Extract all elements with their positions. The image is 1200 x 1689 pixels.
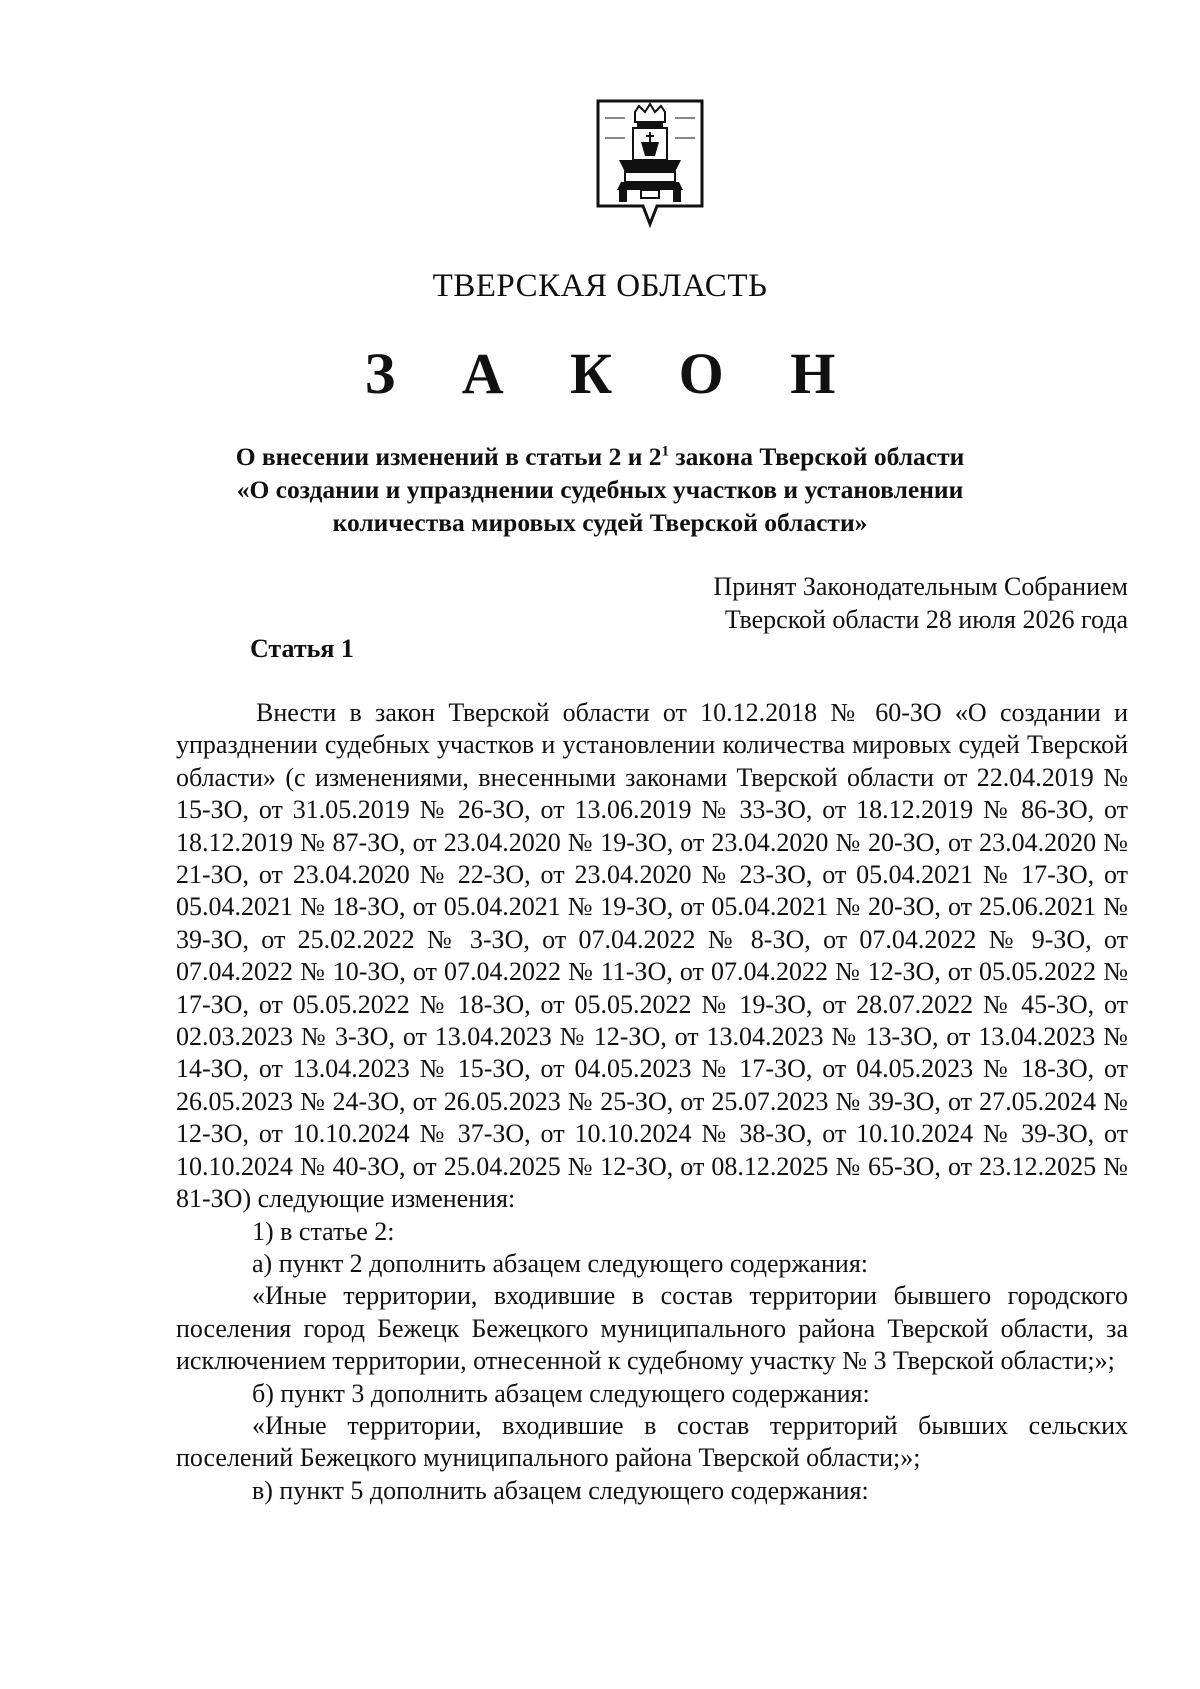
paragraph: «Иные территории, входившие в состав территории бывшего городского поселения город Бежецк Бежецкого муниципального района Тверской области, за исключением территории, отнесенной к судебному участку № 3 Тверской области;»; bbox=[176, 1281, 1128, 1376]
adoption-note bbox=[713, 570, 1128, 636]
title-superscript: 1 bbox=[661, 443, 670, 460]
region-name: ТВЕРСКАЯ ОБЛАСТЬ bbox=[432, 268, 768, 304]
paragraph: в) пункт 5 дополнить абзацем следующего содержания: bbox=[252, 1475, 869, 1505]
paragraph: 1) в статье 2: bbox=[252, 1216, 395, 1246]
document-title bbox=[200, 440, 1000, 539]
title-line-3: количества мировых судей Тверской области» bbox=[332, 508, 868, 537]
paragraph: а) пункт 2 дополнить абзацем следующего содержания: bbox=[252, 1248, 869, 1278]
document-type: З А К О Н bbox=[364, 341, 862, 406]
title-line-1-end: закона Тверской области bbox=[669, 442, 965, 471]
paragraph: «Иные территории, входившие в состав территорий бывших сельских поселений Бежецкого муниципального района Тверской области;»; bbox=[176, 1410, 1128, 1473]
article-body bbox=[176, 697, 1128, 1507]
adoption-line-2: Тверской области 28 июля 2026 года bbox=[724, 605, 1128, 634]
article-heading: Статья 1 bbox=[250, 634, 354, 663]
adoption-line-1: Принят Законодательным Собранием bbox=[713, 572, 1128, 601]
title-line-1 bbox=[200, 440, 1000, 473]
title-line-2: «О создании и упразднении судебных участков и установлении bbox=[236, 475, 964, 504]
title-line-1-start: О внесении изменений в статьи 2 и 2 bbox=[235, 442, 662, 471]
paragraph: Внести в закон Тверской области от 10.12.2018 № 60-ЗО «О создании и упразднении судебных участков и установлении количества мировых судей Тверской области» (с изменениями, внесенными законами Тверской области от 22.04.2019 № 15-ЗО, от 31.05.2019 № 26-ЗО, от 13.06.2019 № 33-ЗО, от 18.12.2019 № 86-ЗО, от 18.12.2019 № 87-ЗО, от 23.04.2020 № 19-ЗО, от 23.04.2020 № 20-ЗО, от 23.04.2020 № 21-ЗО, от 23.04.2020 № 22-ЗО, от 23.04.2020 № 23-ЗО, от 05.04.2021 № 17-ЗО, от 05.04.2021 № 18-ЗО, от 05.04.2021 № 19-ЗО, от 05.04.2021 № 20-ЗО, от 25.06.2021 № 39-ЗО, от 25.02.2022 № 3-ЗО, от 07.04.2022 № 8-ЗО, от 07.04.2022 № 9-ЗО, от 07.04.2022 № 10-ЗО, от 07.04.2022 № 11-ЗО, от 07.04.2022 № 12-ЗО, от 05.05.2022 № 17-ЗО, от 05.05.2022 № 18-ЗО, от 05.05.2022 № 19-ЗО, от 28.07.2022 № 45-ЗО, от 02.03.2023 № 3-ЗО, от 13.04.2023 № 12-ЗО, от 13.04.2023 № 13-ЗО, от 13.04.2023 № 14-ЗО, от 13.04.2023 № 15-ЗО, от 04.05.2023 № 17-ЗО, от 04.05.2023 № 18-ЗО, от 26.05.2023 № 24-ЗО, от 26.05.2023 № 25-ЗО, от 25.07.2023 № 39-ЗО, от 27.05.2024 № 12-ЗО, от 10.10.2024 № 37-ЗО, от 10.10.2024 № 38-ЗО, от 10.10.2024 № 39-ЗО, от 10.10.2024 № 40-ЗО, от 25.04.2025 № 12-ЗО, от 08.12.2025 № 65-ЗО, от 23.12.2025 № 81-ЗО) следующие изменения: bbox=[176, 698, 1128, 1214]
paragraph: б) пункт 3 дополнить абзацем следующего содержания: bbox=[252, 1378, 870, 1408]
tver-coat-of-arms-icon bbox=[595, 98, 705, 230]
